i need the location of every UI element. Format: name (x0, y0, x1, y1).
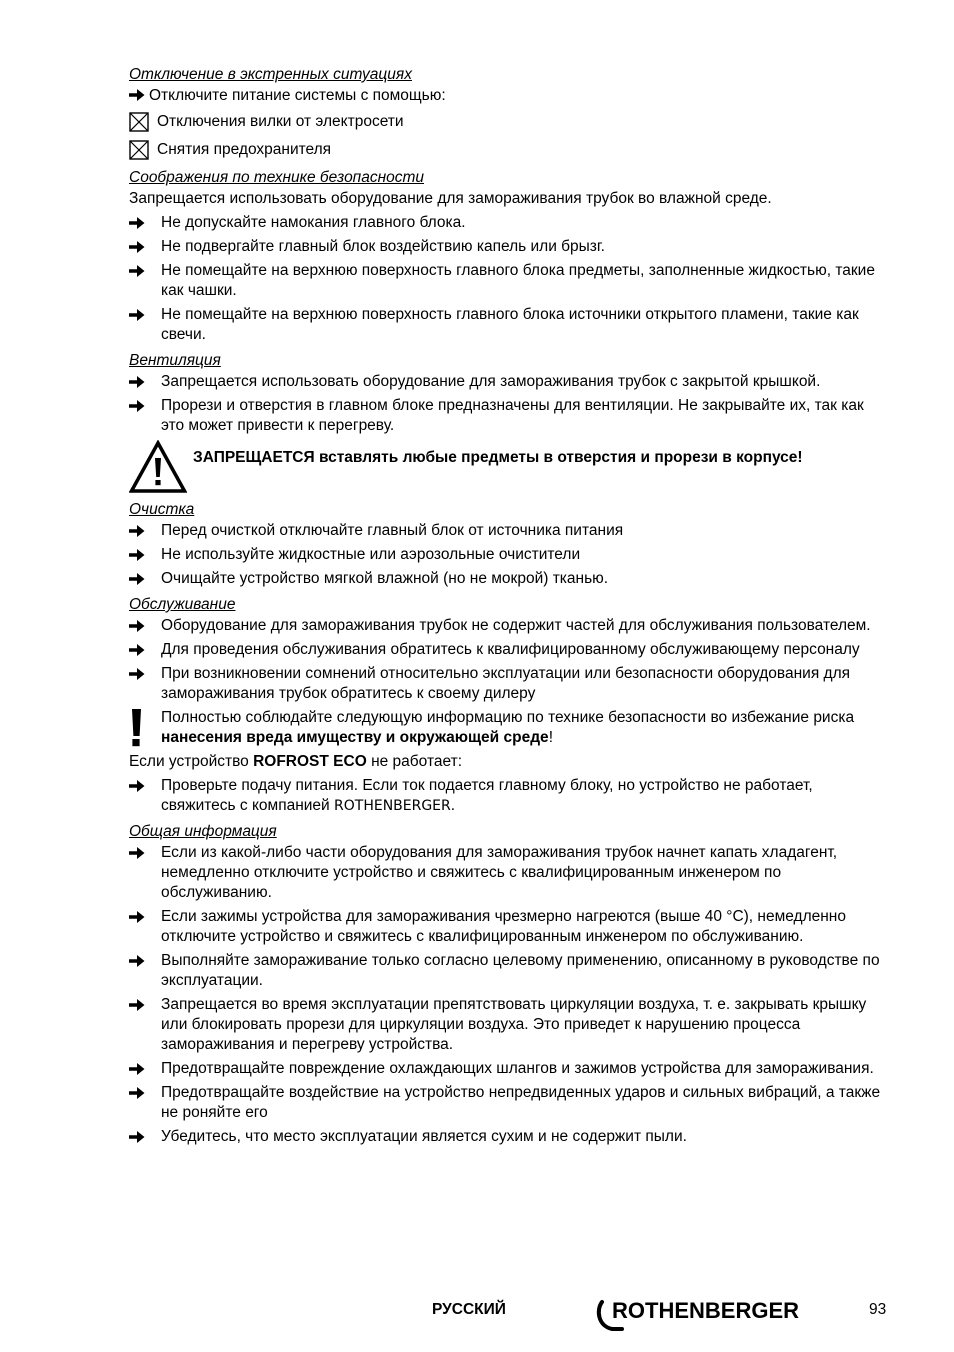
list-item-text: Не помещайте на верхнюю поверхность главного блока источники открытого пламени, такие как свечи. (161, 306, 859, 343)
notice-block (129, 708, 881, 748)
section-heading-safety: Соображения по технике безопасности (129, 169, 425, 186)
list-item-text: Предотвращайте воздействие на устройство непредвиденных ударов и сильных вибраций, а также не роняйте его (161, 1084, 881, 1121)
list-item-text: Прорези и отверстия в главном блоке предназначены для вентиляции. Не закрывайте их, так как это может привести к перегреву. (161, 397, 864, 434)
warning-text: ЗАПРЕЩАЕТСЯ вставлять любые предметы в отверстия и прорези в корпусе! (193, 449, 803, 466)
rothenberger-logo (596, 1296, 836, 1332)
option-text: Снятия предохранителя (157, 141, 332, 158)
list-item-text (161, 776, 881, 816)
safety-intro: Запрещается использовать оборудование для замораживания трубок во влажной среде. (129, 190, 772, 207)
fault-item-end: . (450, 797, 456, 814)
list-item (129, 569, 881, 589)
option-row (129, 110, 881, 134)
list-item-text: Оборудование для замораживания трубок не содержит частей для обслуживания пользователем. (161, 617, 871, 634)
arrow-right-icon (129, 779, 145, 793)
emergency-intro-text: Отключите питание системы с помощью: (149, 87, 446, 104)
list-item-text: Запрещается во время эксплуатации препятствовать циркуляции воздуха, т. е. закрывать крышку или блокировать прорези для циркуляции воздуха. Это приведет к нарушению процесса замораживания и перегреву устройства. (161, 996, 867, 1053)
arrow-right-icon (129, 846, 145, 860)
arrow-right-icon (129, 240, 145, 254)
list-item-text: Выполняйте замораживание только согласно целевому применению, описанному в руководстве по эксплуатации. (161, 952, 880, 989)
list-item (129, 616, 881, 636)
list-item (129, 372, 881, 392)
notice-text-start: Полностью соблюдайте следующую информацию по технике безопасности во избежание риска (161, 709, 855, 726)
device-name: ROFROST ECO (253, 753, 367, 770)
notice-text (161, 708, 881, 748)
list-item-text: Не подвергайте главный блок воздействию капель или брызг. (161, 238, 605, 255)
list-item (129, 1127, 881, 1147)
page-footer (0, 1296, 954, 1336)
section-heading-cleaning: Очистка (129, 501, 195, 518)
fault-line-end: не работает: (366, 753, 463, 770)
list-item (129, 640, 881, 660)
list-item-text: Убедитесь, что место эксплуатации является сухим и не содержит пыли. (161, 1128, 687, 1145)
arrow-right-icon (129, 910, 145, 924)
fault-item-start: Проверьте подачу питания. Если ток подается главному блоку, но устройство не работает, свяжитесь с компанией (161, 777, 813, 814)
arrow-right-icon (129, 548, 145, 562)
crossed-box-icon (129, 112, 149, 132)
list-item-text: Если зажимы устройства для замораживания чрезмерно нагреются (выше 40 °C), немедленно отключите устройство и свяжитесь с квалифицированным инженером по обслуживанию. (161, 908, 846, 945)
arrow-right-icon (129, 619, 145, 633)
list-item (129, 1059, 881, 1079)
section-heading-general: Общая информация (129, 823, 277, 840)
warning-triangle-icon (129, 440, 187, 494)
arrow-right-icon (129, 954, 145, 968)
arrow-right-icon (129, 1130, 145, 1144)
arrow-right-icon (129, 643, 145, 657)
emergency-intro (129, 86, 881, 106)
option-text: Отключения вилки от электросети (157, 113, 404, 130)
list-item-text: Если из какой-либо части оборудования для замораживания трубок начнет капать хладагент, немедленно отключите устройство и свяжитесь с квалифицированным инженером по обслуживанию. (161, 844, 838, 901)
arrow-right-icon (129, 1086, 145, 1100)
arrow-right-icon (129, 264, 145, 278)
option-row (129, 138, 881, 162)
fault-line-start: Если устройство (129, 753, 254, 770)
list-item-text: Не помещайте на верхнюю поверхность главного блока предметы, заполненные жидкостью, такие как чашки. (161, 262, 875, 299)
list-item-text: Запрещается использовать оборудование для замораживания трубок с закрытой крышкой. (161, 373, 821, 390)
list-item-text: Очищайте устройство мягкой влажной (но не мокрой) тканью. (161, 570, 609, 587)
section-heading-emergency: Отключение в экстренных ситуациях (129, 66, 412, 83)
notice-text-bold: нанесения вреда имуществу и окружающей среде (161, 729, 549, 746)
arrow-right-icon (129, 998, 145, 1012)
warning-block (129, 440, 881, 494)
list-item-text: Не используйте жидкостные или аэрозольные очистители (161, 546, 581, 563)
arrow-right-icon (129, 216, 145, 230)
list-item (129, 843, 881, 903)
arrow-right-icon (129, 88, 145, 102)
arrow-right-icon (129, 667, 145, 681)
arrow-right-icon (129, 1062, 145, 1076)
list-item-text: При возникновении сомнений относительно эксплуатации или безопасности оборудования для замораживания трубок обратитесь к своему дилеру (161, 665, 851, 702)
list-item-text: Не допускайте намокания главного блока. (161, 214, 466, 231)
list-item (129, 261, 881, 301)
list-item (129, 213, 881, 233)
arrow-right-icon (129, 572, 145, 586)
notice-text-end: ! (548, 729, 553, 746)
list-item (129, 907, 881, 947)
list-item (129, 776, 881, 816)
footer-language: РУССКИЙ (432, 1301, 506, 1318)
list-item (129, 545, 881, 565)
brand-name: ROTHENBERGER (334, 798, 451, 814)
arrow-right-icon (129, 399, 145, 413)
list-item (129, 237, 881, 257)
arrow-right-icon (129, 375, 145, 389)
list-item-text: Предотвращайте повреждение охлаждающих шлангов и зажимов устройства для замораживания. (161, 1060, 874, 1077)
list-item (129, 951, 881, 991)
list-item-text: Перед очисткой отключайте главный блок от источника питания (161, 522, 624, 539)
list-item (129, 305, 881, 345)
exclamation-icon (129, 708, 161, 748)
list-item-text: Для проведения обслуживания обратитесь к квалифицированному обслуживающему персоналу (161, 641, 860, 658)
list-item (129, 521, 881, 541)
manual-page (129, 62, 881, 1151)
page-number: 93 (869, 1301, 887, 1318)
list-item (129, 1083, 881, 1123)
section-heading-service: Обслуживание (129, 596, 236, 613)
list-item (129, 995, 881, 1055)
arrow-right-icon (129, 308, 145, 322)
logo-text: ROTHENBERGER (612, 1298, 800, 1323)
list-item (129, 396, 881, 436)
arrow-right-icon (129, 524, 145, 538)
list-item (129, 664, 881, 704)
fault-line (129, 752, 881, 772)
crossed-box-icon (129, 140, 149, 160)
section-heading-ventilation: Вентиляция (129, 352, 221, 369)
